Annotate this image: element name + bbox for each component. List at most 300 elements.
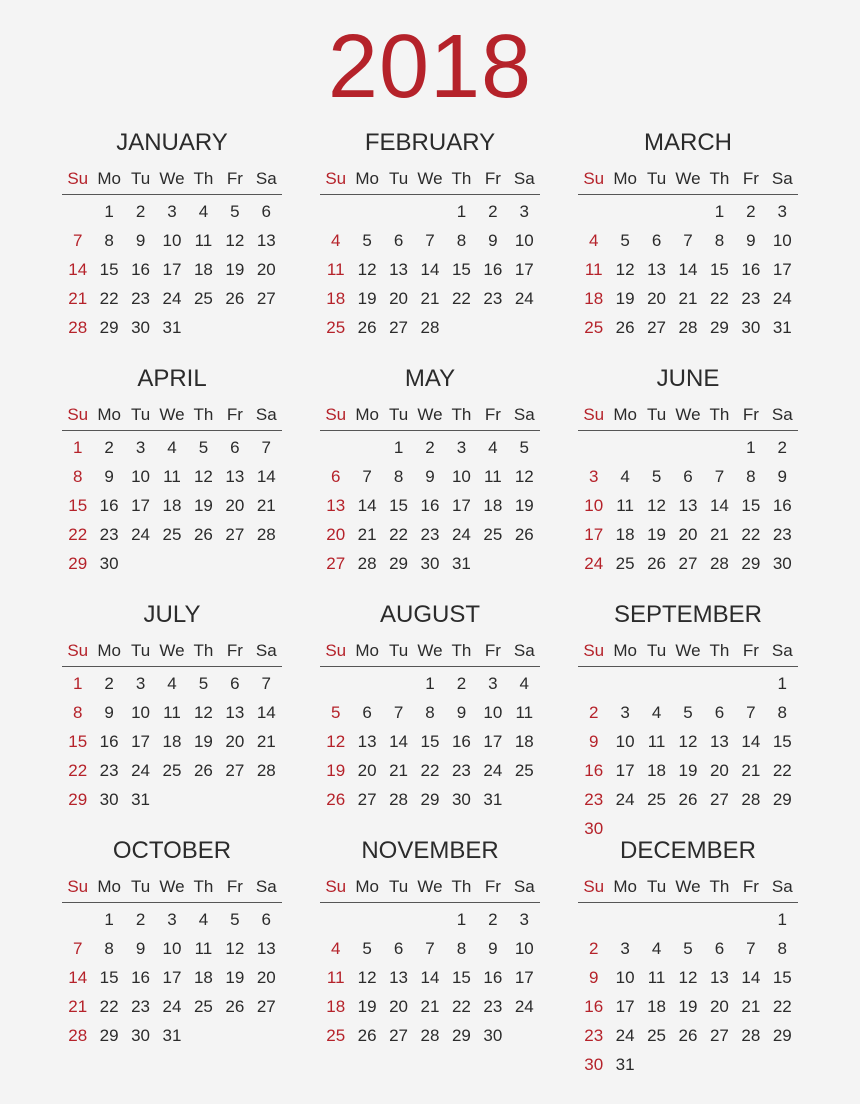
day-cell: 8	[393, 467, 404, 486]
weekday-label: Mo	[613, 405, 637, 424]
day-cell: 2	[456, 674, 467, 693]
weekday-label: Sa	[255, 405, 277, 424]
month-november	[320, 834, 540, 1070]
day-cell: 17	[772, 260, 792, 279]
day-cell: 23	[483, 289, 503, 308]
day-cell: 6	[393, 231, 404, 250]
month-march	[578, 126, 798, 362]
day-cell: 29	[99, 1026, 119, 1045]
weekday-header	[578, 634, 798, 667]
day-cell: 8	[104, 939, 114, 958]
day-cell: 21	[420, 289, 440, 308]
day-cell: 24	[584, 554, 604, 573]
day-cell: 7	[683, 231, 693, 250]
day-cell: 13	[678, 496, 698, 515]
weekday-label: Su	[67, 169, 89, 188]
day-cell: 17	[131, 732, 151, 751]
day-cell: 28	[420, 318, 440, 337]
weekday-label: Su	[583, 405, 605, 424]
empty-day-cell	[578, 905, 609, 934]
day-cell: 12	[357, 260, 377, 279]
weekday-label: Tu	[646, 877, 667, 896]
day-cell: 4	[167, 674, 177, 693]
day-cell: 26	[647, 554, 667, 573]
empty-day-cell	[578, 197, 609, 226]
day-cell: 26	[678, 1026, 698, 1045]
empty-day-cell	[320, 669, 351, 698]
weekday-label: Tu	[388, 405, 409, 424]
weekday-label: We	[675, 877, 701, 896]
day-cell: 15	[68, 732, 88, 751]
day-cell: 1	[456, 202, 467, 221]
weekday-label: Mo	[613, 641, 637, 660]
day-cell: 30	[99, 554, 119, 573]
day-cell: 5	[330, 703, 341, 722]
day-grid	[578, 197, 798, 342]
weekday-label: Fr	[226, 169, 243, 188]
day-cell: 12	[615, 260, 635, 279]
day-cell: 13	[357, 732, 377, 751]
day-cell: 28	[389, 790, 409, 809]
weekday-label: Tu	[130, 641, 151, 660]
day-cell: 3	[456, 438, 467, 457]
weekday-label: We	[417, 405, 443, 424]
day-cell: 8	[104, 231, 114, 250]
weekday-label: Fr	[742, 877, 759, 896]
weekday-label: We	[675, 405, 701, 424]
day-cell: 10	[514, 939, 534, 958]
day-cell: 12	[678, 968, 698, 987]
empty-day-cell	[735, 669, 766, 698]
day-cell: 11	[163, 467, 181, 486]
day-cell: 20	[709, 997, 729, 1016]
day-cell: 19	[357, 997, 377, 1016]
empty-day-cell	[320, 197, 351, 226]
day-cell: 20	[256, 260, 276, 279]
day-cell: 14	[68, 260, 88, 279]
day-cell: 4	[620, 467, 630, 486]
day-cell: 5	[198, 674, 209, 693]
day-cell: 2	[746, 202, 756, 221]
day-cell: 2	[135, 910, 146, 929]
weekday-header	[578, 162, 798, 195]
day-cell: 4	[488, 438, 498, 457]
day-cell: 3	[135, 674, 146, 693]
day-cell: 12	[647, 496, 667, 515]
weekday-label: Su	[67, 877, 89, 896]
day-cell: 29	[99, 318, 119, 337]
empty-day-cell	[704, 905, 735, 934]
weekday-label: Th	[451, 169, 472, 188]
weekday-label: Fr	[226, 405, 243, 424]
day-cell: 11	[647, 968, 666, 987]
day-cell: 21	[678, 289, 698, 308]
day-cell: 10	[615, 968, 635, 987]
weekday-label: Mo	[97, 877, 121, 896]
empty-day-cell	[609, 197, 640, 226]
day-cell: 5	[362, 231, 372, 250]
day-cell: 15	[451, 968, 471, 987]
day-cell: 31	[131, 790, 151, 809]
day-cell: 23	[483, 997, 503, 1016]
day-cell: 3	[588, 467, 599, 486]
day-cell: 24	[772, 289, 792, 308]
day-cell: 18	[647, 997, 667, 1016]
day-cell: 9	[746, 231, 756, 250]
weekday-label: We	[417, 641, 443, 660]
day-cell: 7	[746, 939, 756, 958]
day-cell: 23	[131, 997, 151, 1016]
empty-day-cell	[351, 433, 382, 462]
day-cell: 8	[72, 467, 83, 486]
weekday-header	[62, 162, 282, 195]
day-cell: 2	[104, 438, 114, 457]
day-cell: 30	[451, 790, 471, 809]
weekday-label: Sa	[771, 405, 793, 424]
day-cell: 3	[167, 202, 177, 221]
day-cell: 4	[330, 939, 341, 958]
weekday-label: Fr	[226, 641, 243, 660]
day-cell: 1	[104, 202, 114, 221]
weekday-label: Th	[193, 405, 214, 424]
day-cell: 9	[425, 467, 435, 486]
month-july	[62, 598, 282, 834]
day-cell: 6	[261, 910, 272, 929]
day-cell: 21	[420, 997, 440, 1016]
day-cell: 28	[68, 1026, 88, 1045]
day-cell: 9	[104, 467, 114, 486]
day-cell: 9	[488, 939, 498, 958]
day-cell: 1	[72, 674, 83, 693]
weekday-label: Mo	[613, 169, 637, 188]
day-cell: 3	[519, 202, 530, 221]
day-cell: 22	[389, 525, 409, 544]
day-cell: 6	[714, 939, 725, 958]
day-cell: 30	[483, 1026, 503, 1045]
day-cell: 26	[193, 525, 213, 544]
day-cell: 30	[772, 554, 792, 573]
day-cell: 23	[99, 525, 119, 544]
day-cell: 5	[651, 467, 662, 486]
weekday-label: Su	[583, 169, 605, 188]
day-cell: 30	[99, 790, 119, 809]
weekday-label: Th	[451, 405, 472, 424]
day-cell: 18	[584, 289, 604, 308]
weekday-header	[62, 398, 282, 431]
weekday-label: Fr	[484, 169, 501, 188]
day-cell: 21	[256, 732, 276, 751]
weekday-label: Su	[67, 405, 89, 424]
day-cell: 25	[514, 761, 534, 780]
weekday-header	[578, 870, 798, 903]
day-cell: 2	[488, 910, 498, 929]
day-cell: 26	[514, 525, 534, 544]
day-cell: 4	[651, 939, 662, 958]
day-cell: 14	[678, 260, 698, 279]
day-cell: 25	[162, 761, 182, 780]
day-grid	[320, 197, 540, 342]
day-cell: 14	[420, 968, 440, 987]
day-cell: 16	[483, 260, 503, 279]
day-cell: 26	[678, 790, 698, 809]
day-cell: 12	[193, 703, 213, 722]
day-cell: 11	[326, 260, 345, 279]
day-cell: 26	[225, 289, 245, 308]
empty-day-cell	[578, 433, 609, 462]
day-cell: 21	[741, 761, 761, 780]
month-name: APRIL	[137, 365, 207, 392]
day-cell: 29	[68, 554, 88, 573]
weekday-label: Tu	[646, 641, 667, 660]
weekday-label: We	[675, 169, 701, 188]
day-cell: 19	[647, 525, 667, 544]
day-cell: 1	[72, 438, 83, 457]
day-cell: 28	[741, 790, 761, 809]
day-cell: 17	[615, 761, 635, 780]
month-may	[320, 362, 540, 598]
day-cell: 20	[389, 997, 409, 1016]
weekday-label: Fr	[226, 877, 243, 896]
weekday-label: We	[159, 405, 185, 424]
day-cell: 18	[162, 496, 182, 515]
month-january	[62, 126, 282, 362]
day-cell: 6	[683, 467, 693, 486]
day-cell: 19	[615, 289, 635, 308]
day-cell: 3	[620, 703, 630, 722]
day-cell: 14	[256, 467, 276, 486]
day-cell: 10	[131, 467, 151, 486]
day-cell: 24	[451, 525, 471, 544]
weekday-header	[320, 398, 540, 431]
day-cell: 13	[709, 968, 729, 987]
day-cell: 4	[519, 674, 530, 693]
weekday-label: Th	[709, 169, 730, 188]
day-cell: 30	[131, 318, 151, 337]
day-cell: 28	[256, 761, 276, 780]
day-cell: 7	[746, 703, 756, 722]
day-cell: 5	[683, 703, 693, 722]
day-cell: 19	[514, 496, 534, 515]
day-cell: 3	[777, 202, 788, 221]
day-cell: 16	[772, 496, 792, 515]
month-name: JULY	[143, 601, 201, 628]
month-name: MARCH	[644, 129, 732, 156]
day-cell: 30	[131, 1026, 151, 1045]
day-cell: 14	[709, 496, 729, 515]
day-cell: 10	[162, 231, 182, 250]
month-name: JUNE	[656, 365, 720, 392]
day-cell: 4	[651, 703, 662, 722]
empty-day-cell	[641, 433, 672, 462]
day-cell: 11	[484, 467, 502, 486]
empty-day-cell	[641, 669, 672, 698]
weekday-label: Mo	[355, 877, 379, 896]
empty-day-cell	[383, 905, 414, 934]
day-cell: 17	[451, 496, 471, 515]
day-cell: 16	[584, 997, 604, 1016]
month-name: AUGUST	[379, 601, 480, 628]
day-grid	[320, 433, 540, 578]
day-cell: 9	[104, 703, 114, 722]
day-cell: 21	[389, 761, 409, 780]
day-cell: 2	[425, 438, 435, 457]
day-cell: 10	[584, 496, 604, 515]
weekday-label: Th	[451, 877, 472, 896]
day-cell: 28	[741, 1026, 761, 1045]
weekday-label: Th	[193, 877, 214, 896]
weekday-label: Mo	[97, 169, 121, 188]
weekday-label: Tu	[130, 169, 151, 188]
day-cell: 12	[193, 467, 213, 486]
day-cell: 8	[456, 231, 467, 250]
empty-day-cell	[578, 669, 609, 698]
day-cell: 13	[225, 467, 245, 486]
day-cell: 3	[488, 674, 498, 693]
day-cell: 6	[362, 703, 372, 722]
day-cell: 20	[256, 968, 276, 987]
day-cell: 9	[456, 703, 467, 722]
weekday-label: We	[675, 641, 701, 660]
weekday-label: Th	[709, 405, 730, 424]
day-cell: 16	[584, 761, 604, 780]
day-cell: 23	[584, 1026, 604, 1045]
empty-day-cell	[351, 197, 382, 226]
weekday-label: Su	[67, 641, 89, 660]
day-cell: 20	[225, 732, 245, 751]
weekday-label: Sa	[255, 877, 277, 896]
day-cell: 19	[193, 496, 213, 515]
day-cell: 25	[326, 1026, 346, 1045]
day-cell: 24	[483, 761, 503, 780]
weekday-header	[62, 870, 282, 903]
day-grid	[578, 669, 798, 843]
empty-day-cell	[672, 669, 703, 698]
day-cell: 1	[104, 910, 114, 929]
day-cell: 7	[714, 467, 725, 486]
day-cell: 28	[678, 318, 698, 337]
weekday-label: Mo	[97, 641, 121, 660]
day-cell: 11	[326, 968, 345, 987]
day-cell: 31	[772, 318, 792, 337]
weekday-label: Th	[193, 169, 214, 188]
day-cell: 19	[326, 761, 346, 780]
day-cell: 7	[393, 703, 404, 722]
day-cell: 13	[389, 260, 409, 279]
empty-day-cell	[383, 197, 414, 226]
empty-day-cell	[641, 197, 672, 226]
day-cell: 7	[72, 231, 83, 250]
day-cell: 9	[135, 231, 146, 250]
day-cell: 31	[162, 318, 182, 337]
weekday-label: Mo	[355, 169, 379, 188]
day-cell: 30	[584, 1055, 604, 1074]
day-cell: 18	[483, 496, 503, 515]
day-cell: 18	[162, 732, 182, 751]
day-cell: 13	[389, 968, 409, 987]
weekday-label: Tu	[388, 641, 409, 660]
day-cell: 10	[772, 231, 792, 250]
day-cell: 10	[451, 467, 471, 486]
weekday-label: Sa	[255, 169, 277, 188]
weekday-label: Sa	[771, 169, 793, 188]
empty-day-cell	[672, 905, 703, 934]
day-cell: 18	[326, 997, 346, 1016]
day-cell: 16	[483, 968, 503, 987]
day-cell: 28	[420, 1026, 440, 1045]
weekday-label: Sa	[513, 169, 535, 188]
empty-day-cell	[320, 905, 351, 934]
day-cell: 15	[420, 732, 440, 751]
day-cell: 14	[389, 732, 409, 751]
day-cell: 25	[584, 318, 604, 337]
day-grid	[320, 905, 540, 1050]
day-cell: 18	[193, 968, 213, 987]
month-name: SEPTEMBER	[613, 601, 763, 628]
day-cell: 19	[225, 260, 245, 279]
day-cell: 25	[162, 525, 182, 544]
empty-day-cell	[351, 905, 382, 934]
day-cell: 1	[456, 910, 467, 929]
day-cell: 11	[194, 231, 213, 250]
day-cell: 27	[709, 1026, 729, 1045]
day-cell: 24	[514, 289, 534, 308]
month-april	[62, 362, 282, 598]
day-cell: 12	[514, 467, 534, 486]
day-cell: 27	[389, 318, 409, 337]
day-cell: 23	[741, 289, 761, 308]
weekday-label: Sa	[513, 641, 535, 660]
weekday-label: We	[417, 169, 443, 188]
day-cell: 1	[714, 202, 725, 221]
day-cell: 9	[588, 732, 599, 751]
day-cell: 2	[104, 674, 114, 693]
weekday-header	[578, 398, 798, 431]
weekday-label: Tu	[388, 877, 409, 896]
empty-day-cell	[609, 433, 640, 462]
empty-day-cell	[641, 905, 672, 934]
day-cell: 10	[483, 703, 503, 722]
empty-day-cell	[414, 905, 445, 934]
weekday-label: Mo	[355, 405, 379, 424]
day-cell: 5	[620, 231, 630, 250]
weekday-label: Sa	[513, 877, 535, 896]
weekday-label: We	[159, 169, 185, 188]
day-cell: 22	[709, 289, 729, 308]
day-cell: 16	[131, 968, 151, 987]
month-name: FEBRUARY	[364, 129, 496, 156]
day-cell: 23	[99, 761, 119, 780]
day-cell: 29	[741, 554, 761, 573]
weekday-label: Tu	[130, 405, 151, 424]
day-cell: 17	[162, 968, 182, 987]
day-cell: 24	[615, 1026, 635, 1045]
day-cell: 18	[193, 260, 213, 279]
month-name: DECEMBER	[619, 837, 757, 864]
empty-day-cell	[62, 905, 93, 934]
day-cell: 25	[483, 525, 503, 544]
day-cell: 14	[68, 968, 88, 987]
day-cell: 6	[230, 438, 240, 457]
weekday-label: Tu	[130, 877, 151, 896]
day-cell: 29	[772, 790, 792, 809]
day-cell: 31	[451, 554, 471, 573]
day-cell: 5	[683, 939, 693, 958]
day-cell: 1	[777, 910, 788, 929]
day-cell: 19	[678, 997, 698, 1016]
day-cell: 13	[256, 231, 276, 250]
empty-day-cell	[672, 197, 703, 226]
day-cell: 2	[135, 202, 146, 221]
